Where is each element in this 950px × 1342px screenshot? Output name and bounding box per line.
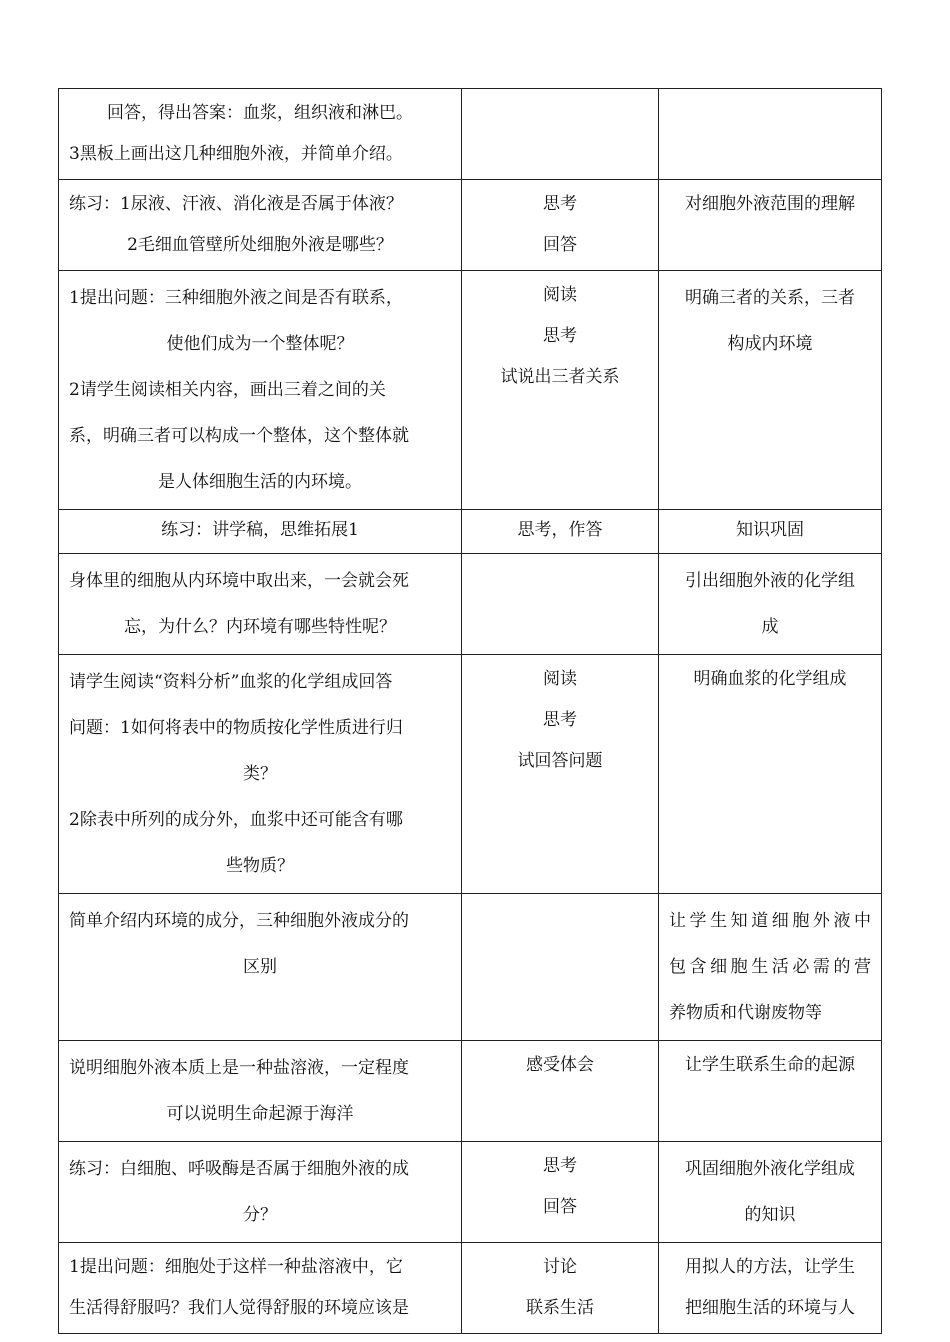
cell-text: 知识巩固: [736, 520, 804, 540]
cell-text: 练习：讲学稿，思维拓展1: [161, 520, 359, 540]
student-activity-cell: [462, 655, 659, 894]
cell-text: 感受体会: [526, 1055, 594, 1075]
cell-text: 请学生阅读“资料分析”血浆的化学组成回答: [69, 672, 393, 692]
student-activity-cell: [462, 510, 659, 554]
teaching-content-cell: [59, 894, 462, 1041]
cell-text: 明确三者的关系，三者: [685, 288, 855, 308]
table-row: [59, 510, 882, 554]
cell-text: 养物质和代谢废物等: [669, 1003, 822, 1023]
cell-text: 2请学生阅读相关内容，画出三着之间的关: [69, 380, 386, 400]
cell-text: 2毛细血管壁所处细胞外液是哪些？: [127, 235, 393, 255]
cell-text: 问题：1如何将表中的物质按化学性质进行归: [69, 718, 403, 738]
cell-text: 思考，作答: [517, 520, 603, 540]
cell-text: 联系生活: [526, 1298, 594, 1318]
table-row: [59, 1041, 882, 1142]
table-row: [59, 554, 882, 655]
student-activity-cell: [462, 1041, 659, 1142]
cell-text: 构成内环境: [727, 334, 813, 354]
design-intent-cell: [659, 1142, 882, 1243]
cell-text: 回答，得出答案：血浆，组织液和淋巴。: [107, 103, 413, 123]
cell-text: 阅读: [543, 669, 577, 689]
teaching-content-cell: [59, 271, 462, 510]
cell-text: 用拟人的方法，让学生: [685, 1257, 855, 1277]
teaching-content-cell: [59, 655, 462, 894]
teaching-content-cell: [59, 1243, 462, 1334]
student-activity-cell: [462, 1142, 659, 1243]
cell-text: 包含细胞生活必需的营: [669, 957, 871, 977]
student-activity-cell: [462, 89, 659, 180]
cell-text: 阅读: [543, 285, 577, 305]
design-intent-cell: [659, 1041, 882, 1142]
cell-text: 回答: [543, 1197, 577, 1217]
student-activity-cell: [462, 894, 659, 1041]
cell-text: 让学生联系生命的起源: [685, 1055, 855, 1075]
cell-text: 是人体细胞生活的内环境。: [158, 472, 362, 492]
design-intent-cell: [659, 89, 882, 180]
table-row: [59, 180, 882, 271]
cell-text: 简单介绍内环境的成分，三种细胞外液成分的: [69, 911, 409, 931]
cell-text: 试回答问题: [517, 751, 603, 771]
cell-text: 思考: [543, 710, 577, 730]
teaching-content-cell: [59, 180, 462, 271]
cell-text: 生活得舒服吗？我们人觉得舒服的环境应该是: [69, 1298, 409, 1318]
teaching-content-cell: [59, 1041, 462, 1142]
cell-text: 把细胞生活的环境与人: [685, 1298, 855, 1318]
teaching-content-cell: [59, 89, 462, 180]
cell-text: 系，明确三者可以构成一个整体，这个整体就: [69, 426, 409, 446]
cell-text: 分？: [243, 1205, 277, 1225]
teaching-content-cell: [59, 510, 462, 554]
table-row: [59, 655, 882, 894]
design-intent-cell: [659, 554, 882, 655]
cell-text: 回答: [543, 235, 577, 255]
student-activity-cell: [462, 554, 659, 655]
cell-text: 练习：白细胞、呼吸酶是否属于细胞外液的成: [69, 1159, 409, 1179]
cell-text: 类？: [243, 764, 277, 784]
cell-text: 思考: [543, 326, 577, 346]
cell-text: 1提出问题：细胞处于这样一种盐溶液中，它: [69, 1257, 403, 1277]
design-intent-cell: [659, 894, 882, 1041]
student-activity-cell: [462, 1243, 659, 1334]
cell-text: 1提出问题：三种细胞外液之间是否有联系，: [69, 288, 403, 308]
teaching-content-cell: [59, 1142, 462, 1243]
cell-text: 成: [761, 617, 779, 637]
cell-text: 的知识: [744, 1205, 796, 1225]
cell-text: 身体里的细胞从内环境中取出来，一会就会死: [69, 571, 409, 591]
cell-text: 2除表中所列的成分外，血浆中还可能含有哪: [69, 810, 403, 830]
cell-text: 思考: [543, 1156, 577, 1176]
cell-text: 思考: [543, 194, 577, 214]
table-row: [59, 1243, 882, 1334]
design-intent-cell: [659, 1243, 882, 1334]
cell-text: 区别: [243, 957, 277, 977]
design-intent-cell: [659, 655, 882, 894]
cell-text: 3黑板上画出这几种细胞外液，并简单介绍。: [69, 144, 403, 164]
design-intent-cell: [659, 271, 882, 510]
lesson-plan-table: [58, 88, 882, 1334]
table-row: [59, 1142, 882, 1243]
student-activity-cell: [462, 180, 659, 271]
teaching-content-cell: [59, 554, 462, 655]
cell-text: 对细胞外液范围的理解: [685, 194, 855, 214]
cell-text: 让学生知道细胞外液中: [669, 911, 871, 931]
table-row: [59, 271, 882, 510]
cell-text: 使他们成为一个整体呢？: [166, 334, 354, 354]
design-intent-cell: [659, 180, 882, 271]
cell-text: 些物质？: [226, 856, 294, 876]
cell-text: 巩固细胞外液化学组成: [685, 1159, 855, 1179]
student-activity-cell: [462, 271, 659, 510]
cell-text: 试说出三者关系: [500, 367, 620, 387]
cell-text: 忘，为什么？内环境有哪些特性呢？: [124, 617, 396, 637]
cell-text: 明确血浆的化学组成: [693, 669, 847, 689]
table-row: [59, 894, 882, 1041]
cell-text: 引出细胞外液的化学组: [685, 571, 855, 591]
cell-text: 可以说明生命起源于海洋: [166, 1104, 354, 1124]
table-row: [59, 89, 882, 180]
cell-text: 讨论: [543, 1257, 577, 1277]
design-intent-cell: [659, 510, 882, 554]
cell-text: 说明细胞外液本质上是一种盐溶液，一定程度: [69, 1058, 409, 1078]
cell-text: 练习：1尿液、汗液、消化液是否属于体液？: [69, 194, 403, 214]
